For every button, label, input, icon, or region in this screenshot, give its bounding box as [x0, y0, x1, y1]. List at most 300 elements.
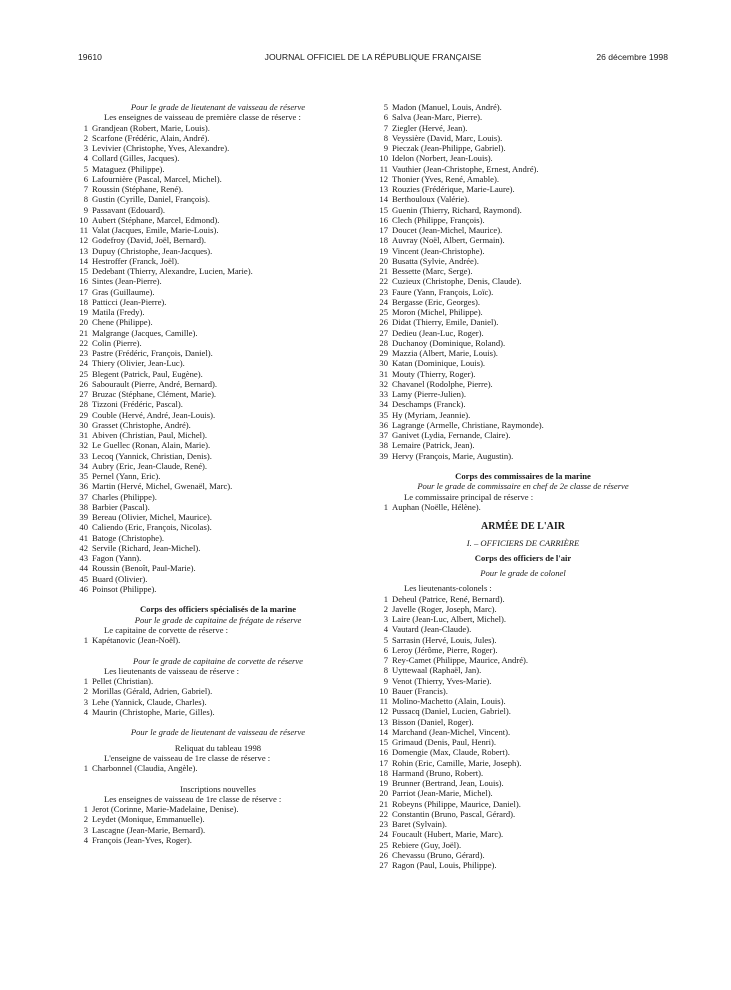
list-item	[78, 835, 358, 845]
item-name: Deschamps (Franck).	[392, 399, 466, 410]
list-item	[378, 614, 668, 624]
item-name: Abiven (Christian, Paul, Michel).	[92, 430, 208, 440]
list-item	[378, 635, 668, 645]
grade-heading: Pour le grade de lieutenant de vaisseau de réserve	[130, 727, 306, 738]
item-number: 22	[379, 276, 388, 287]
list-item	[378, 225, 668, 235]
item-name: Batoge (Christophe).	[92, 532, 165, 543]
item-number: 36	[379, 419, 388, 430]
list-item	[78, 205, 358, 215]
name-list	[78, 763, 358, 773]
name-list	[378, 102, 668, 461]
item-number: 37	[379, 430, 388, 440]
list-item	[78, 533, 358, 543]
item-name: Auvray (Noël, Albert, Germain).	[392, 235, 505, 246]
list-item	[378, 246, 668, 256]
item-name: François (Jean-Yves, Roger).	[92, 834, 192, 845]
item-number: 3	[83, 696, 88, 707]
list-item	[78, 389, 358, 399]
item-number: 45	[79, 573, 88, 584]
item-name: Valat (Jacques, Emile, Marie-Louis).	[92, 225, 219, 235]
item-number: 26	[379, 849, 388, 860]
item-name: Tizzoni (Frédéric, Pascal).	[92, 399, 183, 410]
item-name: Maurin (Christophe, Marie, Gilles).	[92, 706, 215, 717]
list-item	[78, 379, 358, 389]
list-item	[78, 215, 358, 225]
list-item	[78, 440, 358, 450]
item-number: 5	[383, 102, 388, 112]
item-number: 18	[79, 296, 88, 307]
item-name: Bereau (Olivier, Michel, Maurice).	[92, 512, 212, 522]
item-number: 35	[379, 409, 388, 420]
list-item	[78, 697, 358, 707]
item-number: 31	[79, 430, 88, 440]
list-item	[378, 420, 668, 430]
army-heading: ARMÉE DE L'AIR	[481, 521, 565, 533]
name-list	[78, 676, 358, 717]
list-item	[78, 635, 358, 645]
list-item	[78, 297, 358, 307]
item-name: Baret (Sylvain).	[392, 819, 447, 829]
list-item	[378, 112, 668, 122]
list-item	[78, 328, 358, 338]
list-item	[78, 430, 358, 440]
item-number: 35	[79, 471, 88, 481]
list-item	[78, 287, 358, 297]
item-name: Thiery (Olivier, Jean-Luc).	[92, 358, 185, 369]
item-number: 37	[79, 491, 88, 502]
item-number: 6	[83, 173, 88, 184]
item-name: Duchanoy (Dominique, Roland).	[392, 337, 506, 348]
item-number: 14	[379, 726, 388, 737]
item-number: 2	[83, 686, 88, 697]
item-number: 5	[383, 634, 388, 645]
list-item	[378, 194, 668, 204]
item-number: 12	[379, 173, 388, 184]
list-item	[378, 624, 668, 634]
item-name: Thonier (Yves, René, Amable).	[392, 173, 500, 184]
item-number: 2	[83, 132, 88, 143]
item-name: Lagrange (Armelle, Christiane, Raymonde).	[392, 419, 544, 430]
list-item	[378, 737, 668, 747]
list-item	[78, 584, 358, 594]
item-name: Lehe (Yannick, Claude, Charles).	[92, 696, 207, 707]
item-name: Ganivet (Lydia, Fernande, Claire).	[392, 430, 511, 440]
item-name: Roussin (Stéphane, René).	[92, 184, 184, 194]
page-header	[78, 52, 668, 66]
list-item	[378, 235, 668, 245]
item-number: 2	[383, 603, 388, 614]
item-number: 18	[379, 235, 388, 246]
list-item	[378, 819, 668, 829]
list-item	[78, 461, 358, 471]
list-item	[78, 420, 358, 430]
item-number: 4	[83, 153, 88, 164]
list-item	[378, 287, 668, 297]
item-number: 30	[379, 358, 388, 369]
list-intro: Le commissaire principal de réserve :	[404, 491, 534, 502]
list-item	[78, 123, 358, 133]
item-number: 12	[79, 235, 88, 246]
item-name: Fagon (Yann).	[92, 553, 142, 563]
item-name: Mouty (Thierry, Roger).	[392, 368, 476, 379]
corps-heading: Corps des officiers spécialisés de la marine	[139, 604, 297, 615]
item-number: 15	[379, 204, 388, 215]
item-number: 3	[83, 143, 88, 153]
list-item	[378, 594, 668, 604]
list-item	[378, 143, 668, 153]
item-name: Veyssière (David, Marc, Louis).	[392, 132, 503, 143]
item-name: Couble (Hervé, André, Jean-Louis).	[92, 409, 216, 420]
item-number: 14	[379, 194, 388, 205]
corps-heading: Corps des commissaires de la marine	[455, 471, 591, 481]
item-number: 20	[79, 317, 88, 328]
item-number: 27	[79, 389, 88, 399]
list-item	[78, 543, 358, 553]
item-name: Buard (Olivier).	[92, 573, 148, 584]
list-item	[78, 512, 358, 522]
item-name: Poinsot (Philippe).	[92, 583, 157, 594]
list-item	[78, 174, 358, 184]
item-name: Chavanel (Rodolphe, Pierre).	[392, 378, 493, 389]
item-number: 7	[83, 184, 88, 194]
list-item	[78, 686, 358, 696]
item-name: Matila (Fredy).	[92, 307, 145, 317]
item-name: Lemaire (Patrick, Jean).	[392, 440, 475, 451]
list-item	[378, 174, 668, 184]
list-item	[378, 410, 668, 420]
list-item	[78, 825, 358, 835]
list-item	[78, 471, 358, 481]
item-number: 27	[379, 327, 388, 338]
list-item	[78, 502, 358, 512]
list-item	[378, 338, 668, 348]
list-item	[378, 348, 668, 358]
item-name: Didat (Thierry, Emile, Daniel).	[392, 317, 499, 328]
item-number: 32	[79, 440, 88, 451]
item-number: 10	[379, 153, 388, 164]
item-name: Charles (Philippe).	[92, 491, 157, 502]
item-number: 10	[379, 685, 388, 696]
item-number: 1	[83, 804, 88, 814]
item-number: 9	[383, 143, 388, 153]
list-item	[78, 194, 358, 204]
list-item	[378, 665, 668, 675]
item-number: 1	[83, 122, 88, 133]
item-name: Pellet (Christian).	[92, 676, 154, 686]
list-item	[78, 574, 358, 584]
item-number: 24	[79, 358, 88, 369]
item-number: 4	[83, 706, 88, 717]
item-number: 18	[379, 767, 388, 778]
list-item	[78, 153, 358, 163]
item-name: Mataguez (Philippe).	[92, 163, 165, 174]
list-item	[378, 297, 668, 307]
list-item	[378, 727, 668, 737]
item-name: Moron (Michel, Philippe).	[392, 307, 483, 317]
item-name: Lafournière (Pascal, Marcel, Michel).	[92, 173, 222, 184]
list-item	[378, 655, 668, 665]
item-name: Roussin (Benoît, Paul-Marie).	[92, 563, 196, 574]
list-item	[378, 399, 668, 409]
item-name: Dedieu (Jean-Luc, Roger).	[392, 327, 484, 338]
item-number: 13	[379, 184, 388, 194]
item-name: Auphan (Noëlle, Hélène).	[392, 501, 481, 512]
item-name: Bisson (Daniel, Roger).	[392, 716, 474, 727]
item-name: Jerot (Corinne, Marie-Madelaine, Denise).	[92, 804, 239, 814]
item-name: Patticci (Jean-Pierre).	[92, 296, 167, 307]
item-name: Dedebant (Thierry, Alexandre, Lucien, Marie).	[92, 266, 253, 276]
list-item	[378, 788, 668, 798]
list-item	[78, 246, 358, 256]
item-number: 12	[379, 706, 388, 717]
list-item	[378, 153, 668, 163]
item-number: 8	[383, 132, 388, 143]
item-name: Ragon (Paul, Louis, Philippe).	[392, 860, 497, 870]
item-number: 6	[383, 112, 388, 123]
item-name: Rey-Camet (Philippe, Maurice, André).	[392, 655, 529, 665]
item-name: Bruzac (Stéphane, Clément, Marie).	[92, 389, 217, 399]
item-name: Idelon (Norbert, Jean-Louis).	[392, 153, 493, 164]
list-item	[378, 430, 668, 440]
item-number: 41	[79, 532, 88, 543]
item-number: 17	[79, 286, 88, 297]
list-item	[78, 707, 358, 717]
list-item	[78, 143, 358, 153]
page-number: 19610	[78, 52, 102, 62]
list-item	[78, 399, 358, 409]
list-item	[378, 747, 668, 757]
item-name: Vauthier (Jean-Christophe, Ernest, André).	[392, 163, 539, 174]
item-name: Busatta (Sylvie, Andrée).	[392, 255, 479, 266]
item-name: Leydet (Monique, Emmanuelle).	[92, 814, 205, 825]
left-column	[78, 102, 358, 845]
item-name: Kapétanovic (Jean-Noël).	[92, 635, 181, 645]
list-item	[78, 133, 358, 143]
item-name: Grimaud (Denis, Paul, Henri).	[392, 737, 497, 747]
item-name: Rebiere (Guy, Joël).	[392, 839, 462, 850]
item-number: 16	[379, 747, 388, 758]
item-number: 19	[379, 778, 388, 788]
list-item	[78, 307, 358, 317]
item-name: Javelle (Roger, Joseph, Marc).	[392, 603, 497, 614]
item-name: Berthouloux (Valérie).	[392, 194, 470, 205]
item-name: Bessette (Marc, Serge).	[392, 266, 473, 276]
item-name: Vautard (Jean-Claude).	[392, 624, 472, 635]
item-number: 21	[379, 266, 388, 276]
item-number: 21	[379, 798, 388, 809]
grade-heading: Pour le grade de capitaine de corvette de réserve	[133, 655, 303, 666]
item-name: Leroy (Jérôme, Pierre, Roger).	[392, 644, 498, 655]
list-item	[378, 369, 668, 379]
item-number: 26	[79, 378, 88, 389]
list-item	[378, 102, 668, 112]
item-name: Collard (Gilles, Jacques).	[92, 153, 180, 164]
item-number: 15	[79, 266, 88, 276]
item-name: Faure (Yann, François, Loïc).	[392, 286, 494, 297]
list-item	[378, 850, 668, 860]
list-item	[78, 317, 358, 327]
item-name: Chevassu (Bruno, Gérard).	[392, 849, 485, 860]
item-name: Mazzia (Albert, Marie, Louis).	[392, 348, 498, 358]
item-name: Bauer (Francis).	[392, 685, 448, 696]
list-item	[378, 215, 668, 225]
list-item	[378, 256, 668, 266]
list-item	[378, 389, 668, 399]
grade-heading: Pour le grade de colonel	[480, 568, 566, 578]
item-name: Rohin (Eric, Camille, Marie, Joseph).	[392, 757, 522, 768]
item-name: Hestroffer (Franck, Joël).	[92, 255, 180, 266]
name-list	[78, 635, 358, 645]
item-name: Barbier (Pascal).	[92, 501, 150, 512]
item-name: Dupuy (Christophe, Jean-Jacques).	[92, 245, 213, 256]
corps-heading: Corps des officiers de l'air	[474, 552, 572, 563]
item-name: Gras (Guillaume).	[92, 286, 155, 297]
item-number: 17	[379, 225, 388, 235]
item-name: Aubert (Stéphane, Marcel, Edmond).	[92, 214, 220, 225]
item-number: 33	[379, 389, 388, 399]
item-number: 44	[79, 563, 88, 574]
list-item	[378, 440, 668, 450]
item-name: Salva (Jean-Marc, Pierre).	[392, 112, 483, 123]
new-entries-heading: Inscriptions nouvelles	[180, 783, 256, 794]
list-item	[78, 184, 358, 194]
list-item	[378, 778, 668, 788]
item-number: 40	[79, 522, 88, 533]
item-name: Hervy (François, Marie, Augustin).	[392, 450, 514, 461]
list-item	[78, 235, 358, 245]
item-number: 23	[79, 348, 88, 358]
item-number: 28	[79, 399, 88, 410]
item-name: Passavant (Edouard).	[92, 204, 166, 215]
item-name: Malgrange (Jacques, Camille).	[92, 327, 198, 338]
list-item	[78, 814, 358, 824]
list-intro: L'enseigne de vaisseau de 1re classe de réserve :	[104, 752, 271, 763]
list-item	[378, 860, 668, 870]
list-item	[78, 553, 358, 563]
item-name: Bergasse (Eric, Georges).	[392, 296, 480, 307]
item-name: Foucault (Hubert, Marie, Marc).	[392, 829, 504, 840]
item-number: 2	[83, 814, 88, 825]
right-column	[378, 102, 668, 870]
list-item	[378, 317, 668, 327]
list-item	[378, 184, 668, 194]
name-list	[378, 594, 668, 871]
list-item	[378, 686, 668, 696]
item-number: 23	[379, 819, 388, 829]
officers-heading: I. – OFFICIERS DE CARRIÈRE	[466, 537, 580, 548]
item-name: Blegent (Patrick, Paul, Eugène).	[92, 368, 203, 379]
item-number: 1	[83, 763, 88, 773]
item-number: 11	[379, 163, 388, 174]
grade-heading: Pour le grade de commissaire en chef de 2e classe de réserve	[417, 481, 629, 492]
name-list	[78, 123, 358, 595]
item-number: 24	[379, 296, 388, 307]
item-number: 34	[79, 460, 88, 471]
list-item	[378, 307, 668, 317]
item-name: Martin (Hervé, Michel, Gwenaël, Marc).	[92, 481, 233, 492]
item-name: Marchand (Jean-Michel, Vincent).	[392, 726, 511, 737]
list-item	[78, 410, 358, 420]
list-item	[78, 451, 358, 461]
issue-date: 26 décembre 1998	[596, 52, 668, 62]
list-item	[378, 123, 668, 133]
item-number: 11	[79, 225, 88, 235]
list-item	[378, 205, 668, 215]
item-name: Servile (Richard, Jean-Michel).	[92, 542, 201, 553]
item-number: 14	[79, 255, 88, 266]
item-number: 3	[83, 824, 88, 835]
item-name: Pussacq (Daniel, Lucien, Gabriel).	[392, 706, 511, 717]
item-number: 42	[79, 542, 88, 553]
item-name: Doucet (Jean-Michel, Maurice).	[392, 225, 503, 235]
list-intro: Les lieutenants-colonels :	[404, 583, 492, 594]
list-item	[78, 338, 358, 348]
list-item	[378, 328, 668, 338]
item-name: Molino-Machetto (Alain, Louis).	[392, 696, 506, 706]
item-name: Domengie (Max, Claude, Robert).	[392, 747, 510, 758]
list-item	[78, 276, 358, 286]
item-number: 36	[79, 481, 88, 492]
item-number: 6	[383, 644, 388, 655]
item-number: 1	[83, 635, 88, 645]
item-number: 39	[379, 450, 388, 461]
item-name: Katan (Dominique, Louis).	[392, 358, 486, 369]
item-number: 8	[383, 665, 388, 676]
item-name: Harmand (Bruno, Robert).	[392, 767, 484, 778]
list-item	[378, 276, 668, 286]
list-item	[78, 492, 358, 502]
item-number: 22	[379, 808, 388, 819]
item-name: Lecoq (Yannick, Christian, Denis).	[92, 450, 212, 461]
list-item	[78, 369, 358, 379]
section-heading: Pour le grade de lieutenant de vaisseau de réserve	[130, 102, 306, 112]
list-item	[378, 840, 668, 850]
item-name: Charbonnel (Claudia, Angèle).	[92, 763, 198, 773]
item-number: 7	[383, 122, 388, 133]
item-name: Parriot (Jean-Marie, Michel).	[392, 788, 493, 799]
item-number: 19	[379, 245, 388, 256]
list-item	[378, 604, 668, 614]
item-number: 7	[383, 655, 388, 665]
item-number: 32	[379, 378, 388, 389]
list-item	[78, 256, 358, 266]
item-name: Grandjean (Robert, Marie, Louis).	[92, 122, 210, 133]
item-number: 10	[79, 214, 88, 225]
item-number: 28	[379, 337, 388, 348]
item-number: 34	[379, 399, 388, 410]
item-name: Cuzieux (Christophe, Denis, Claude).	[392, 276, 522, 287]
list-item	[78, 563, 358, 573]
item-number: 24	[379, 829, 388, 840]
item-number: 38	[79, 501, 88, 512]
name-list	[378, 502, 668, 512]
item-name: Deheul (Patrice, René, Bernard).	[392, 593, 505, 604]
list-item	[378, 164, 668, 174]
item-number: 16	[79, 276, 88, 287]
item-name: Sintes (Jean-Pierre).	[92, 276, 162, 287]
list-item	[378, 379, 668, 389]
item-name: Chene (Philippe).	[92, 317, 153, 328]
item-name: Robeyns (Philippe, Maurice, Daniel).	[392, 798, 521, 809]
item-name: Sarrasin (Hervé, Louis, Jules).	[392, 634, 497, 645]
item-number: 29	[79, 409, 88, 420]
item-number: 1	[83, 676, 88, 686]
list-item	[378, 676, 668, 686]
list-item	[78, 266, 358, 276]
list-intro: Le capitaine de corvette de réserve :	[104, 624, 229, 635]
list-item	[78, 481, 358, 491]
